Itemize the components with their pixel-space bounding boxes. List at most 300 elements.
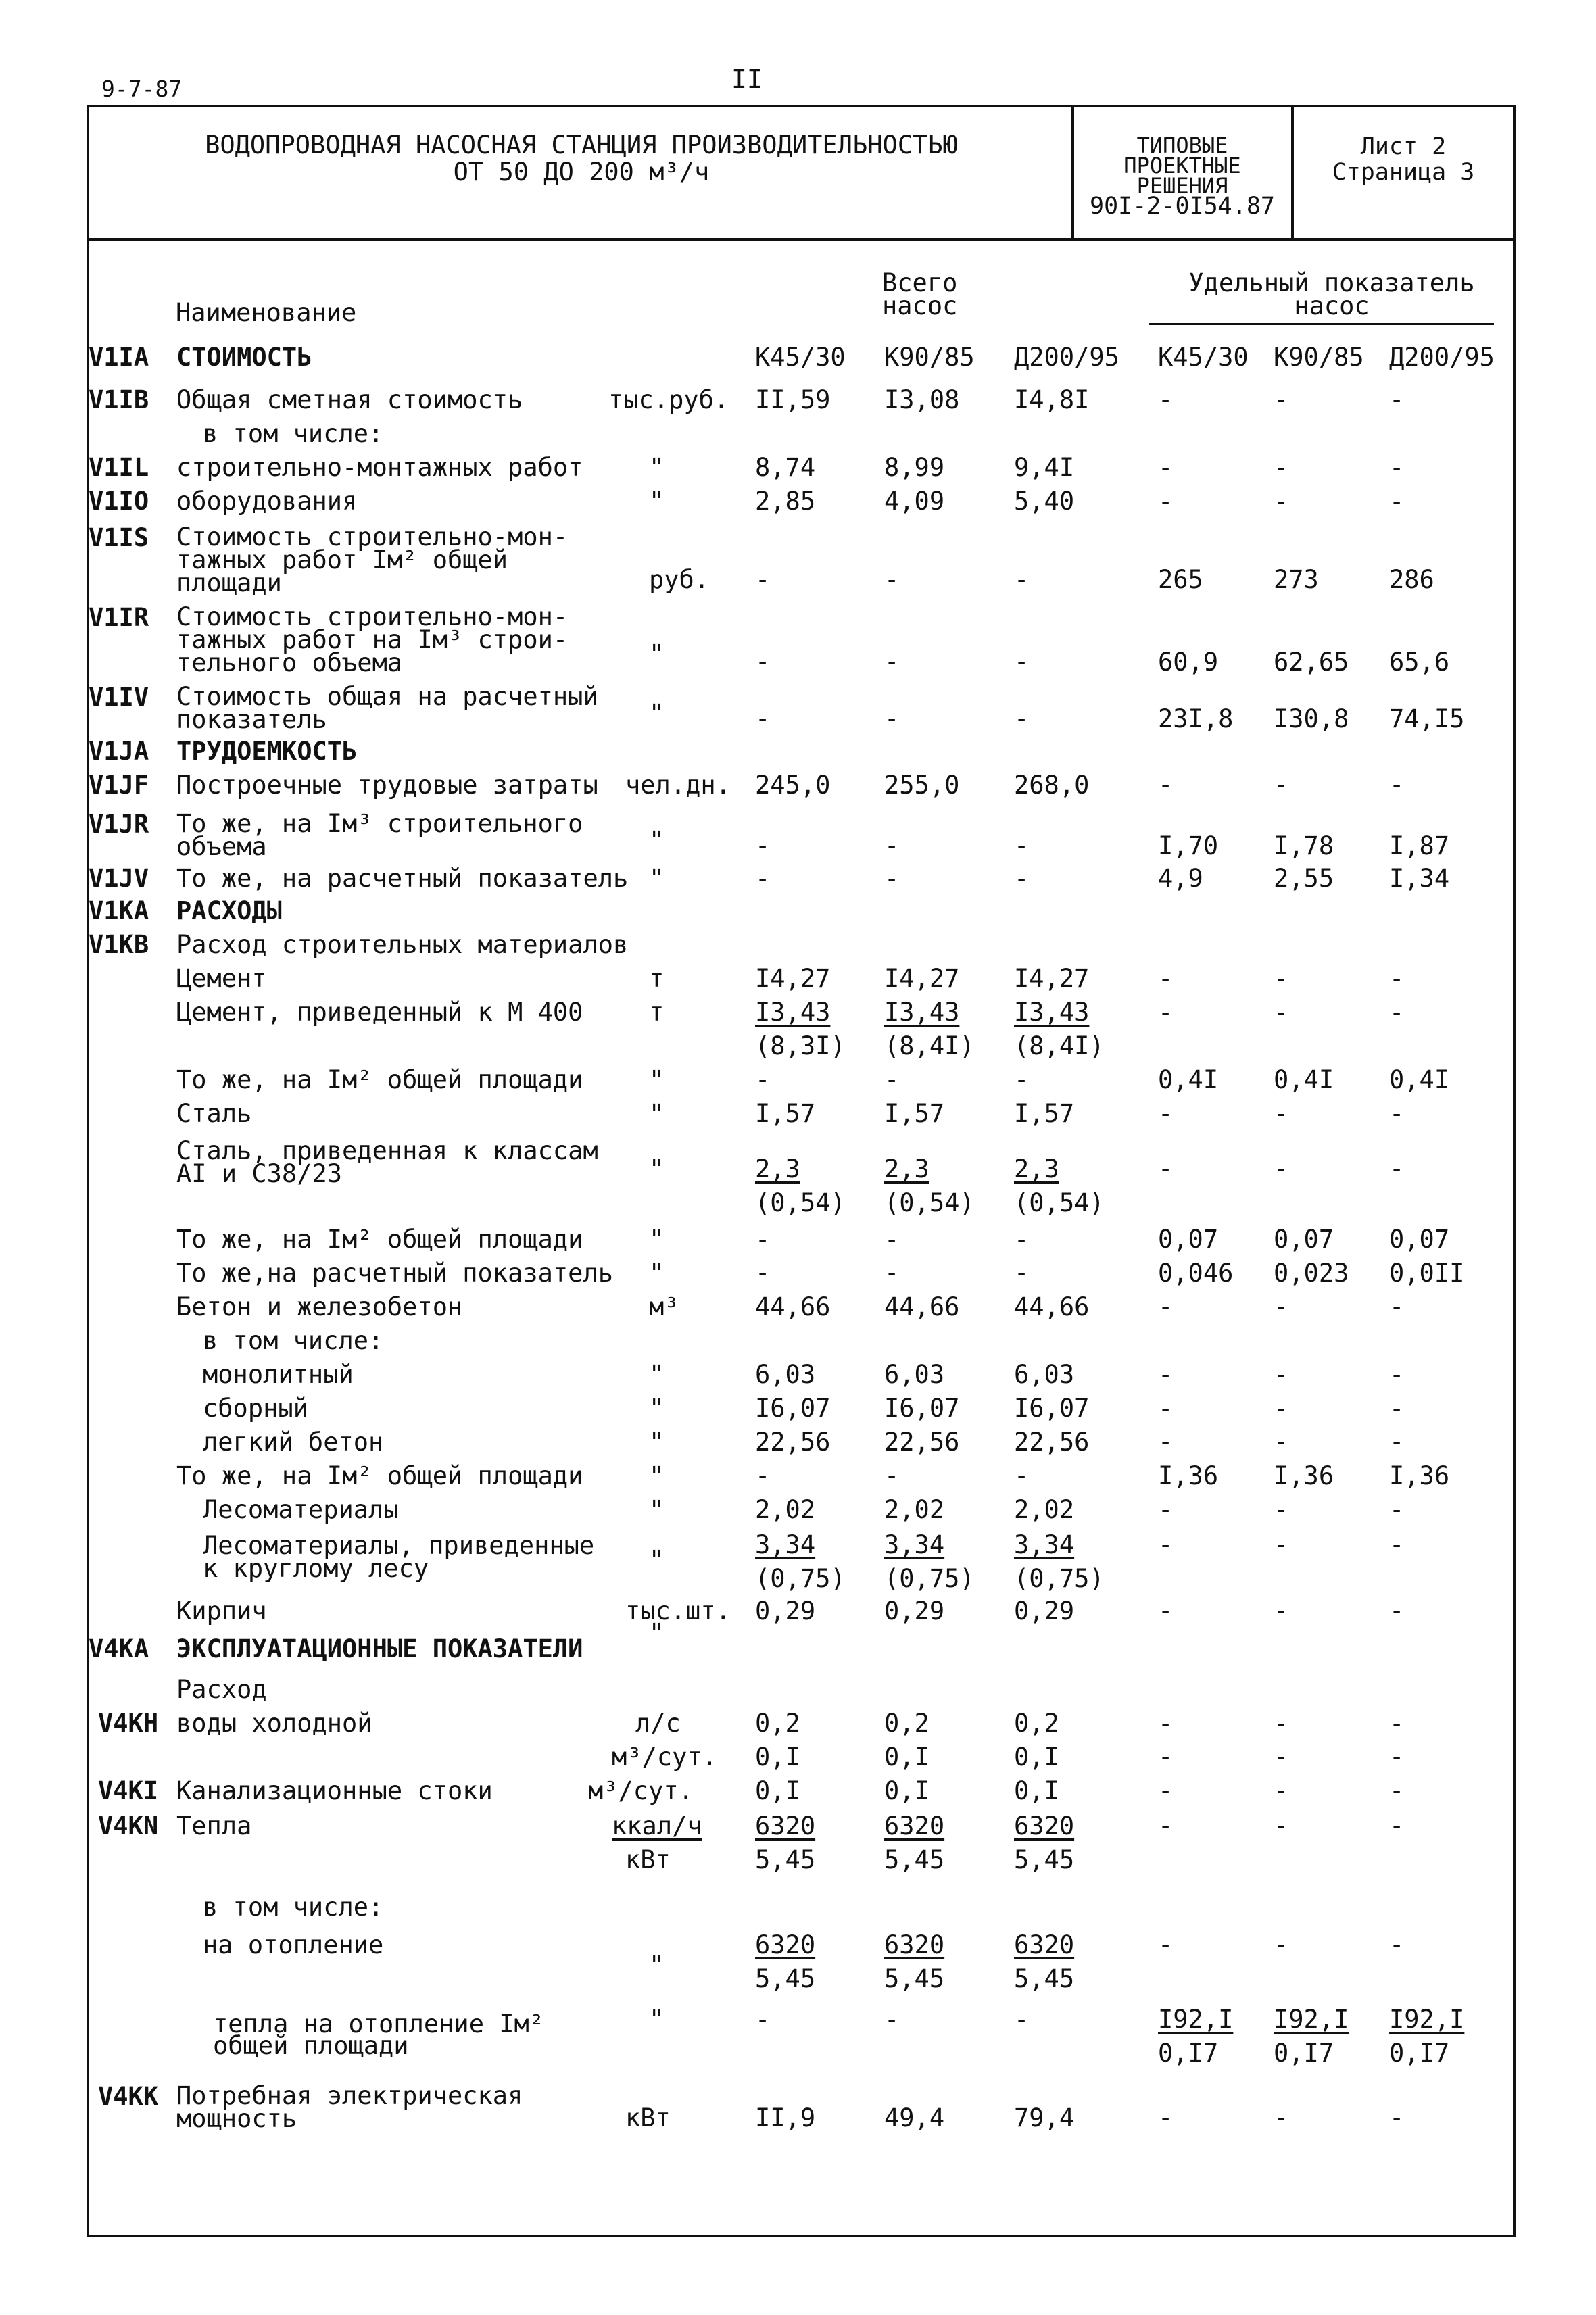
- title-divider-2: [1291, 105, 1294, 238]
- cell: -: [1274, 385, 1289, 414]
- row-name: на отопление: [203, 1930, 384, 1959]
- cell: -: [1158, 453, 1174, 482]
- row-unit: ": [649, 1495, 664, 1524]
- cell: I3,43: [884, 998, 960, 1027]
- cell: -: [884, 565, 900, 594]
- cell: I3,08: [884, 385, 960, 414]
- row-name: в том числе:: [203, 1893, 384, 1922]
- cell: -: [1158, 1776, 1174, 1805]
- row-code: V1JF: [89, 771, 149, 800]
- cell: II,9: [755, 2103, 816, 2133]
- cell: 6,03: [884, 1360, 945, 1389]
- cell: -: [1274, 771, 1289, 800]
- table-row: [0, 2079, 1596, 2133]
- row-name: Бетон и железобетон: [176, 1292, 463, 1321]
- cell: 4,09: [884, 487, 945, 516]
- title-divider-1: [1071, 105, 1074, 238]
- table-row: [0, 1776, 1596, 1809]
- cell: 268,0: [1014, 771, 1090, 800]
- row-unit: ": [649, 1545, 664, 1574]
- table-row: [0, 1743, 1596, 1775]
- table-row: [0, 1709, 1596, 1741]
- row-code: V4KH: [98, 1709, 159, 1738]
- cell: -: [1389, 1292, 1405, 1321]
- table-row: [0, 1597, 1596, 1629]
- cell: 273: [1274, 565, 1319, 594]
- cell: -: [1389, 453, 1405, 482]
- row-unit: т: [649, 964, 664, 993]
- cell-sub: 5,45: [884, 1964, 945, 1993]
- cell: I,87: [1389, 831, 1450, 860]
- cell: 0,I: [884, 1743, 929, 1772]
- table-row: [0, 487, 1596, 519]
- table-row: [0, 1136, 1596, 1223]
- col-header-specific-l1: Удельный показатель: [1188, 268, 1475, 297]
- row-name: тепла на отопление Iм²: [213, 2009, 545, 2039]
- cell: 0,07: [1158, 1225, 1219, 1254]
- cell: -: [1014, 565, 1030, 594]
- cell: 6320: [755, 1811, 816, 1841]
- table-row: [0, 1326, 1596, 1359]
- cell-sub: (8,4I): [1014, 1031, 1105, 1061]
- cell: 0,07: [1274, 1225, 1334, 1254]
- document-title-line2: ОТ 50 ДО 200 м³/ч: [453, 157, 710, 187]
- cell: I92,I: [1389, 2005, 1465, 2034]
- row-name: РАСХОДЫ: [176, 896, 282, 925]
- cell: -: [1389, 1709, 1405, 1738]
- cell: 2,55: [1274, 864, 1334, 893]
- cell: -: [1158, 1811, 1174, 1841]
- cell: -: [1274, 964, 1289, 993]
- row-code: V1KA: [89, 896, 149, 925]
- cell-sub: (0,75): [884, 1564, 975, 1593]
- row-unit: м³/сут.: [588, 1776, 694, 1805]
- cell: -: [755, 565, 771, 594]
- row-code: V4KI: [98, 1776, 159, 1805]
- cell: -: [1389, 1930, 1405, 1959]
- cell: 44,66: [1014, 1292, 1090, 1321]
- cell: К90/85: [1274, 343, 1364, 372]
- cell: I6,07: [755, 1394, 831, 1423]
- cell: 6320: [884, 1930, 945, 1959]
- cell: -: [1158, 1597, 1174, 1626]
- row-code: V1JR: [89, 810, 149, 839]
- row-name: Лесоматериалы, приведенные: [203, 1531, 595, 1560]
- cell: -: [1389, 771, 1405, 800]
- cell: -: [1389, 998, 1405, 1027]
- cell: 0,I: [755, 1743, 800, 1772]
- table-row: [0, 1530, 1596, 1605]
- cell: 0,046: [1158, 1259, 1234, 1288]
- cell: 245,0: [755, 771, 831, 800]
- cell: -: [1389, 1428, 1405, 1457]
- cell: -: [755, 704, 771, 733]
- cell: -: [755, 2005, 771, 2034]
- cell: -: [755, 648, 771, 677]
- cell: I4,27: [884, 964, 960, 993]
- row-code: V4KN: [98, 1811, 159, 1841]
- row-name: Стоимость строительно-мон-: [176, 522, 569, 552]
- cell: 265: [1158, 565, 1203, 594]
- cell: 5,45: [755, 1845, 816, 1874]
- cell-sub: (8,4I): [884, 1031, 975, 1061]
- cell: 6,03: [755, 1360, 816, 1389]
- page-label: Страница 3: [1332, 159, 1475, 186]
- cell: 2,3: [755, 1154, 800, 1184]
- table-row: [0, 419, 1596, 452]
- row-unit: ": [649, 1360, 664, 1389]
- cell: I,57: [755, 1099, 816, 1128]
- table-row: [0, 1394, 1596, 1426]
- row-name: Сталь: [176, 1099, 252, 1128]
- cell: 8,99: [884, 453, 945, 482]
- sheet-block: [1295, 134, 1512, 185]
- cell: -: [1014, 2005, 1030, 2034]
- cell: 2,02: [755, 1495, 816, 1524]
- cell: I92,I: [1274, 2005, 1349, 2034]
- table-row: [0, 1495, 1596, 1528]
- cell-sub: 0,I7: [1158, 2039, 1219, 2068]
- cell: 2,02: [1014, 1495, 1075, 1524]
- row-unit: ": [649, 1428, 664, 1457]
- cell: -: [884, 1225, 900, 1254]
- cell-sub: (0,54): [1014, 1188, 1105, 1217]
- cell: -: [1014, 1461, 1030, 1490]
- row-unit: ": [649, 2005, 664, 2034]
- cell: -: [1274, 1154, 1289, 1184]
- row-unit: тыс.руб.: [608, 385, 729, 414]
- cell: Д200/95: [1389, 343, 1495, 372]
- cell: -: [1274, 1930, 1289, 1959]
- row-name-line2: тажных работ на Iм³ строи-: [176, 625, 569, 654]
- document-title: [135, 132, 1027, 186]
- table-row: [0, 806, 1596, 860]
- row-code: V4KA: [89, 1634, 149, 1663]
- row-code: V4KK: [98, 2082, 159, 2111]
- cell: -: [1274, 1495, 1289, 1524]
- row-unit: т: [649, 998, 664, 1027]
- cell-sub: (0,75): [755, 1564, 846, 1593]
- cell: 4,9: [1158, 864, 1203, 893]
- row-name-line2: AI и С38/23: [176, 1159, 343, 1188]
- cell: -: [1389, 2103, 1405, 2133]
- table-row: [0, 1225, 1596, 1257]
- cell: -: [884, 648, 900, 677]
- table-row: [0, 1618, 1596, 1667]
- cell-sub: (0,54): [755, 1188, 846, 1217]
- col-header-total-l2: насос: [882, 291, 958, 320]
- row-name: строительно-монтажных работ: [176, 453, 583, 482]
- row-name-line2: мощность: [176, 2104, 297, 2133]
- row-name: То же, на Iм² общей площади: [176, 1461, 583, 1490]
- row-name: Стоимость общая на расчетный: [176, 682, 598, 711]
- row-name-line3: тельного объема: [176, 648, 403, 677]
- cell-sub: 5,45: [755, 1964, 816, 1993]
- cell: -: [1014, 1225, 1030, 1254]
- cell: -: [755, 1225, 771, 1254]
- table-row: [0, 600, 1596, 675]
- series-line1: ТИПОВЫЕ: [1136, 132, 1228, 158]
- cell: -: [1389, 1495, 1405, 1524]
- page-date: 9-7-87: [101, 76, 183, 102]
- series-block: [1075, 132, 1290, 220]
- row-code: V1IB: [89, 385, 149, 414]
- table-row: [0, 1845, 1596, 1878]
- row-unit: ": [649, 1951, 664, 1980]
- cell: 6320: [755, 1930, 816, 1959]
- cell: -: [1014, 1065, 1030, 1094]
- row-unit: ккал/ч: [612, 1811, 702, 1841]
- cell: -: [1389, 1597, 1405, 1626]
- row-name: Лесоматериалы: [203, 1495, 399, 1524]
- cell: -: [1158, 1530, 1174, 1559]
- row-unit: ": [649, 1065, 664, 1094]
- cell: -: [1389, 1811, 1405, 1841]
- series-code: 90I-2-0I54.87: [1090, 193, 1275, 220]
- cell: -: [1274, 998, 1289, 1027]
- cell: 62,65: [1274, 648, 1349, 677]
- cell: -: [1389, 385, 1405, 414]
- cell: 22,56: [755, 1428, 831, 1457]
- table-row: [0, 896, 1596, 929]
- cell: 6320: [1014, 1930, 1075, 1959]
- cell: -: [1158, 1394, 1174, 1423]
- table-row: [0, 520, 1596, 598]
- cell: К90/85: [884, 343, 975, 372]
- row-name: оборудования: [176, 487, 358, 516]
- table-row: [0, 1811, 1596, 1844]
- table-row: [0, 998, 1596, 1065]
- row-unit: м³: [649, 1292, 679, 1321]
- cell-sub: 0,I7: [1389, 2039, 1450, 2068]
- cell: -: [1274, 1743, 1289, 1772]
- table-row: [0, 1930, 1596, 1998]
- table-row: [0, 1099, 1596, 1131]
- cell: -: [1014, 704, 1030, 733]
- cell: I3,43: [755, 998, 831, 1027]
- cell: -: [1389, 1530, 1405, 1559]
- cell: Д200/95: [1014, 343, 1119, 372]
- cell: I6,07: [884, 1394, 960, 1423]
- cell: 6320: [1014, 1811, 1075, 1841]
- row-unit: кВт: [625, 1845, 671, 1874]
- table-row: [0, 964, 1596, 996]
- row-name-line2: объема: [176, 832, 267, 861]
- row-name: Цемент, приведенный к М 400: [176, 998, 583, 1027]
- row-unit: ": [649, 453, 664, 482]
- row-code: V1IS: [89, 523, 149, 552]
- cell-sub: (8,3I): [755, 1031, 846, 1061]
- cell: -: [884, 2005, 900, 2034]
- row-name-line2: показатель: [176, 705, 327, 734]
- row-name: ТРУДОЕМКОСТЬ: [176, 737, 358, 766]
- row-name: ЭКСПЛУАТАЦИОННЫЕ ПОКАЗАТЕЛИ: [176, 1634, 583, 1663]
- cell: -: [1014, 648, 1030, 677]
- cell: -: [755, 1259, 771, 1288]
- cell: 0,0II: [1389, 1259, 1465, 1288]
- cell: -: [1014, 831, 1030, 860]
- cell: -: [1274, 1597, 1289, 1626]
- row-code: V1JV: [89, 864, 149, 893]
- cell: 255,0: [884, 771, 960, 800]
- cell: 8,74: [755, 453, 816, 482]
- table-row: [0, 1893, 1596, 1925]
- table-row: [0, 1675, 1596, 1707]
- cell: I,36: [1389, 1461, 1450, 1490]
- row-unit: ": [649, 699, 664, 728]
- col-header-total: [882, 268, 958, 320]
- cell: -: [1274, 1811, 1289, 1841]
- cell: 0,29: [755, 1597, 816, 1626]
- cell: -: [1158, 1099, 1174, 1128]
- cell: -: [755, 1065, 771, 1094]
- cell: I,36: [1158, 1461, 1219, 1490]
- row-name: Стоимость строительно-мон-: [176, 602, 569, 631]
- row-name: воды холодной: [176, 1709, 372, 1738]
- cell: -: [1389, 1154, 1405, 1184]
- table-row: [0, 343, 1596, 375]
- row-code: V1IR: [89, 603, 149, 632]
- cell: 0,29: [1014, 1597, 1075, 1626]
- row-name: То же,на расчетный показатель: [176, 1259, 614, 1288]
- cell: 5,45: [884, 1845, 945, 1874]
- row-name: То же, на Iм³ строительного: [176, 809, 583, 838]
- cell: -: [884, 1065, 900, 1094]
- table-row: [0, 1461, 1596, 1494]
- row-unit: ": [649, 826, 664, 855]
- row-unit: тыс.шт.: [625, 1597, 731, 1626]
- row-name: Расход: [176, 1675, 267, 1704]
- cell: -: [1158, 1292, 1174, 1321]
- row-name: То же, на Iм² общей площади: [176, 1225, 583, 1254]
- row-unit: кВт: [625, 2103, 671, 2133]
- cell: 2,3: [884, 1154, 929, 1184]
- cell: 0,I: [1014, 1743, 1059, 1772]
- cell: -: [1274, 2103, 1289, 2133]
- table-row: [0, 453, 1596, 485]
- cell: 60,9: [1158, 648, 1219, 677]
- row-name-line2: к круглому лесу: [203, 1554, 429, 1583]
- table-row: [0, 1360, 1596, 1392]
- cell: -: [1274, 1099, 1289, 1128]
- row-code: V1IA: [89, 343, 149, 372]
- table-row: [0, 771, 1596, 803]
- series-line3: РЕШЕНИЯ: [1136, 173, 1228, 199]
- cell: 44,66: [884, 1292, 960, 1321]
- cell: -: [1274, 1292, 1289, 1321]
- cell: 0,I: [884, 1776, 929, 1805]
- cell: -: [755, 1461, 771, 1490]
- cell: 0,4I: [1389, 1065, 1450, 1094]
- cell: -: [1014, 1259, 1030, 1288]
- cell: 9,4I: [1014, 453, 1075, 482]
- cell: -: [1389, 1099, 1405, 1128]
- row-name: легкий бетон: [203, 1428, 384, 1457]
- cell: -: [1274, 487, 1289, 516]
- cell: -: [1274, 1394, 1289, 1423]
- cell: 22,56: [884, 1428, 960, 1457]
- cell-sub: (0,54): [884, 1188, 975, 1217]
- cell: -: [1158, 771, 1174, 800]
- cell: К45/30: [1158, 343, 1249, 372]
- col-header-name: Наименование: [176, 298, 357, 327]
- cell: I92,I: [1158, 2005, 1234, 2034]
- cell: -: [755, 864, 771, 893]
- cell: -: [1158, 1743, 1174, 1772]
- cell: -: [884, 704, 900, 733]
- cell: I,36: [1274, 1461, 1334, 1490]
- cell: -: [1274, 1709, 1289, 1738]
- row-unit: ": [649, 1154, 664, 1184]
- cell-sub: 0,I7: [1274, 2039, 1334, 2068]
- row-name: монолитный: [203, 1360, 354, 1389]
- row-unit: ": [649, 1225, 664, 1254]
- cell: -: [1158, 998, 1174, 1027]
- cell: -: [1274, 1428, 1289, 1457]
- row-name: Кирпич: [176, 1597, 267, 1626]
- cell: 6320: [884, 1811, 945, 1841]
- cell: -: [1158, 1930, 1174, 1959]
- cell: 23I,8: [1158, 704, 1234, 733]
- table-row: [0, 2005, 1596, 2072]
- cell: I,70: [1158, 831, 1219, 860]
- cell: 2,02: [884, 1495, 945, 1524]
- cell: -: [1158, 1709, 1174, 1738]
- row-unit: ": [649, 864, 664, 893]
- cell: -: [884, 831, 900, 860]
- col-header-total-l1: Всего: [882, 268, 958, 297]
- cell: 74,I5: [1389, 704, 1465, 733]
- row-unit: руб.: [649, 565, 710, 594]
- row-name: Цемент: [176, 964, 267, 993]
- cell: 2,85: [755, 487, 816, 516]
- row-code: V1JA: [89, 737, 149, 766]
- cell: 5,40: [1014, 487, 1075, 516]
- row-unit: ": [649, 487, 664, 516]
- cell: II,59: [755, 385, 831, 414]
- cell: 44,66: [755, 1292, 831, 1321]
- specific-header-underline: [1149, 323, 1494, 325]
- cell: -: [1389, 1360, 1405, 1389]
- cell-sub: 5,45: [1014, 1964, 1075, 1993]
- cell: I,78: [1274, 831, 1334, 860]
- cell: -: [1274, 1530, 1289, 1559]
- row-name: Общая сметная стоимость: [176, 385, 523, 414]
- cell: 0,023: [1274, 1259, 1349, 1288]
- cell: -: [1158, 1495, 1174, 1524]
- cell: -: [1274, 453, 1289, 482]
- cell: I6,07: [1014, 1394, 1090, 1423]
- cell: 5,45: [1014, 1845, 1075, 1874]
- row-name: Сталь, приведенная к классам: [176, 1136, 598, 1165]
- row-unit: ": [649, 1259, 664, 1288]
- cell: -: [884, 1461, 900, 1490]
- cell: 3,34: [884, 1530, 945, 1559]
- row-name: сборный: [203, 1394, 308, 1423]
- cell: I30,8: [1274, 704, 1349, 733]
- cell: -: [1158, 2103, 1174, 2133]
- table-row: [0, 1065, 1596, 1098]
- cell: -: [1158, 1428, 1174, 1457]
- row-unit: ": [649, 1394, 664, 1423]
- row-name: Построечные трудовые затраты: [176, 771, 598, 800]
- row-unit: ": [649, 1099, 664, 1128]
- row-name: Канализационные стоки: [176, 1776, 493, 1805]
- document-title-line1: ВОДОПРОВОДНАЯ НАСОСНАЯ СТАНЦИЯ ПРОИЗВОДИТЕЛЬНОСТЬЮ: [205, 130, 958, 160]
- cell: -: [1158, 385, 1174, 414]
- row-unit: ": [649, 639, 664, 668]
- row-name: То же, на Iм² общей площади: [176, 1065, 583, 1094]
